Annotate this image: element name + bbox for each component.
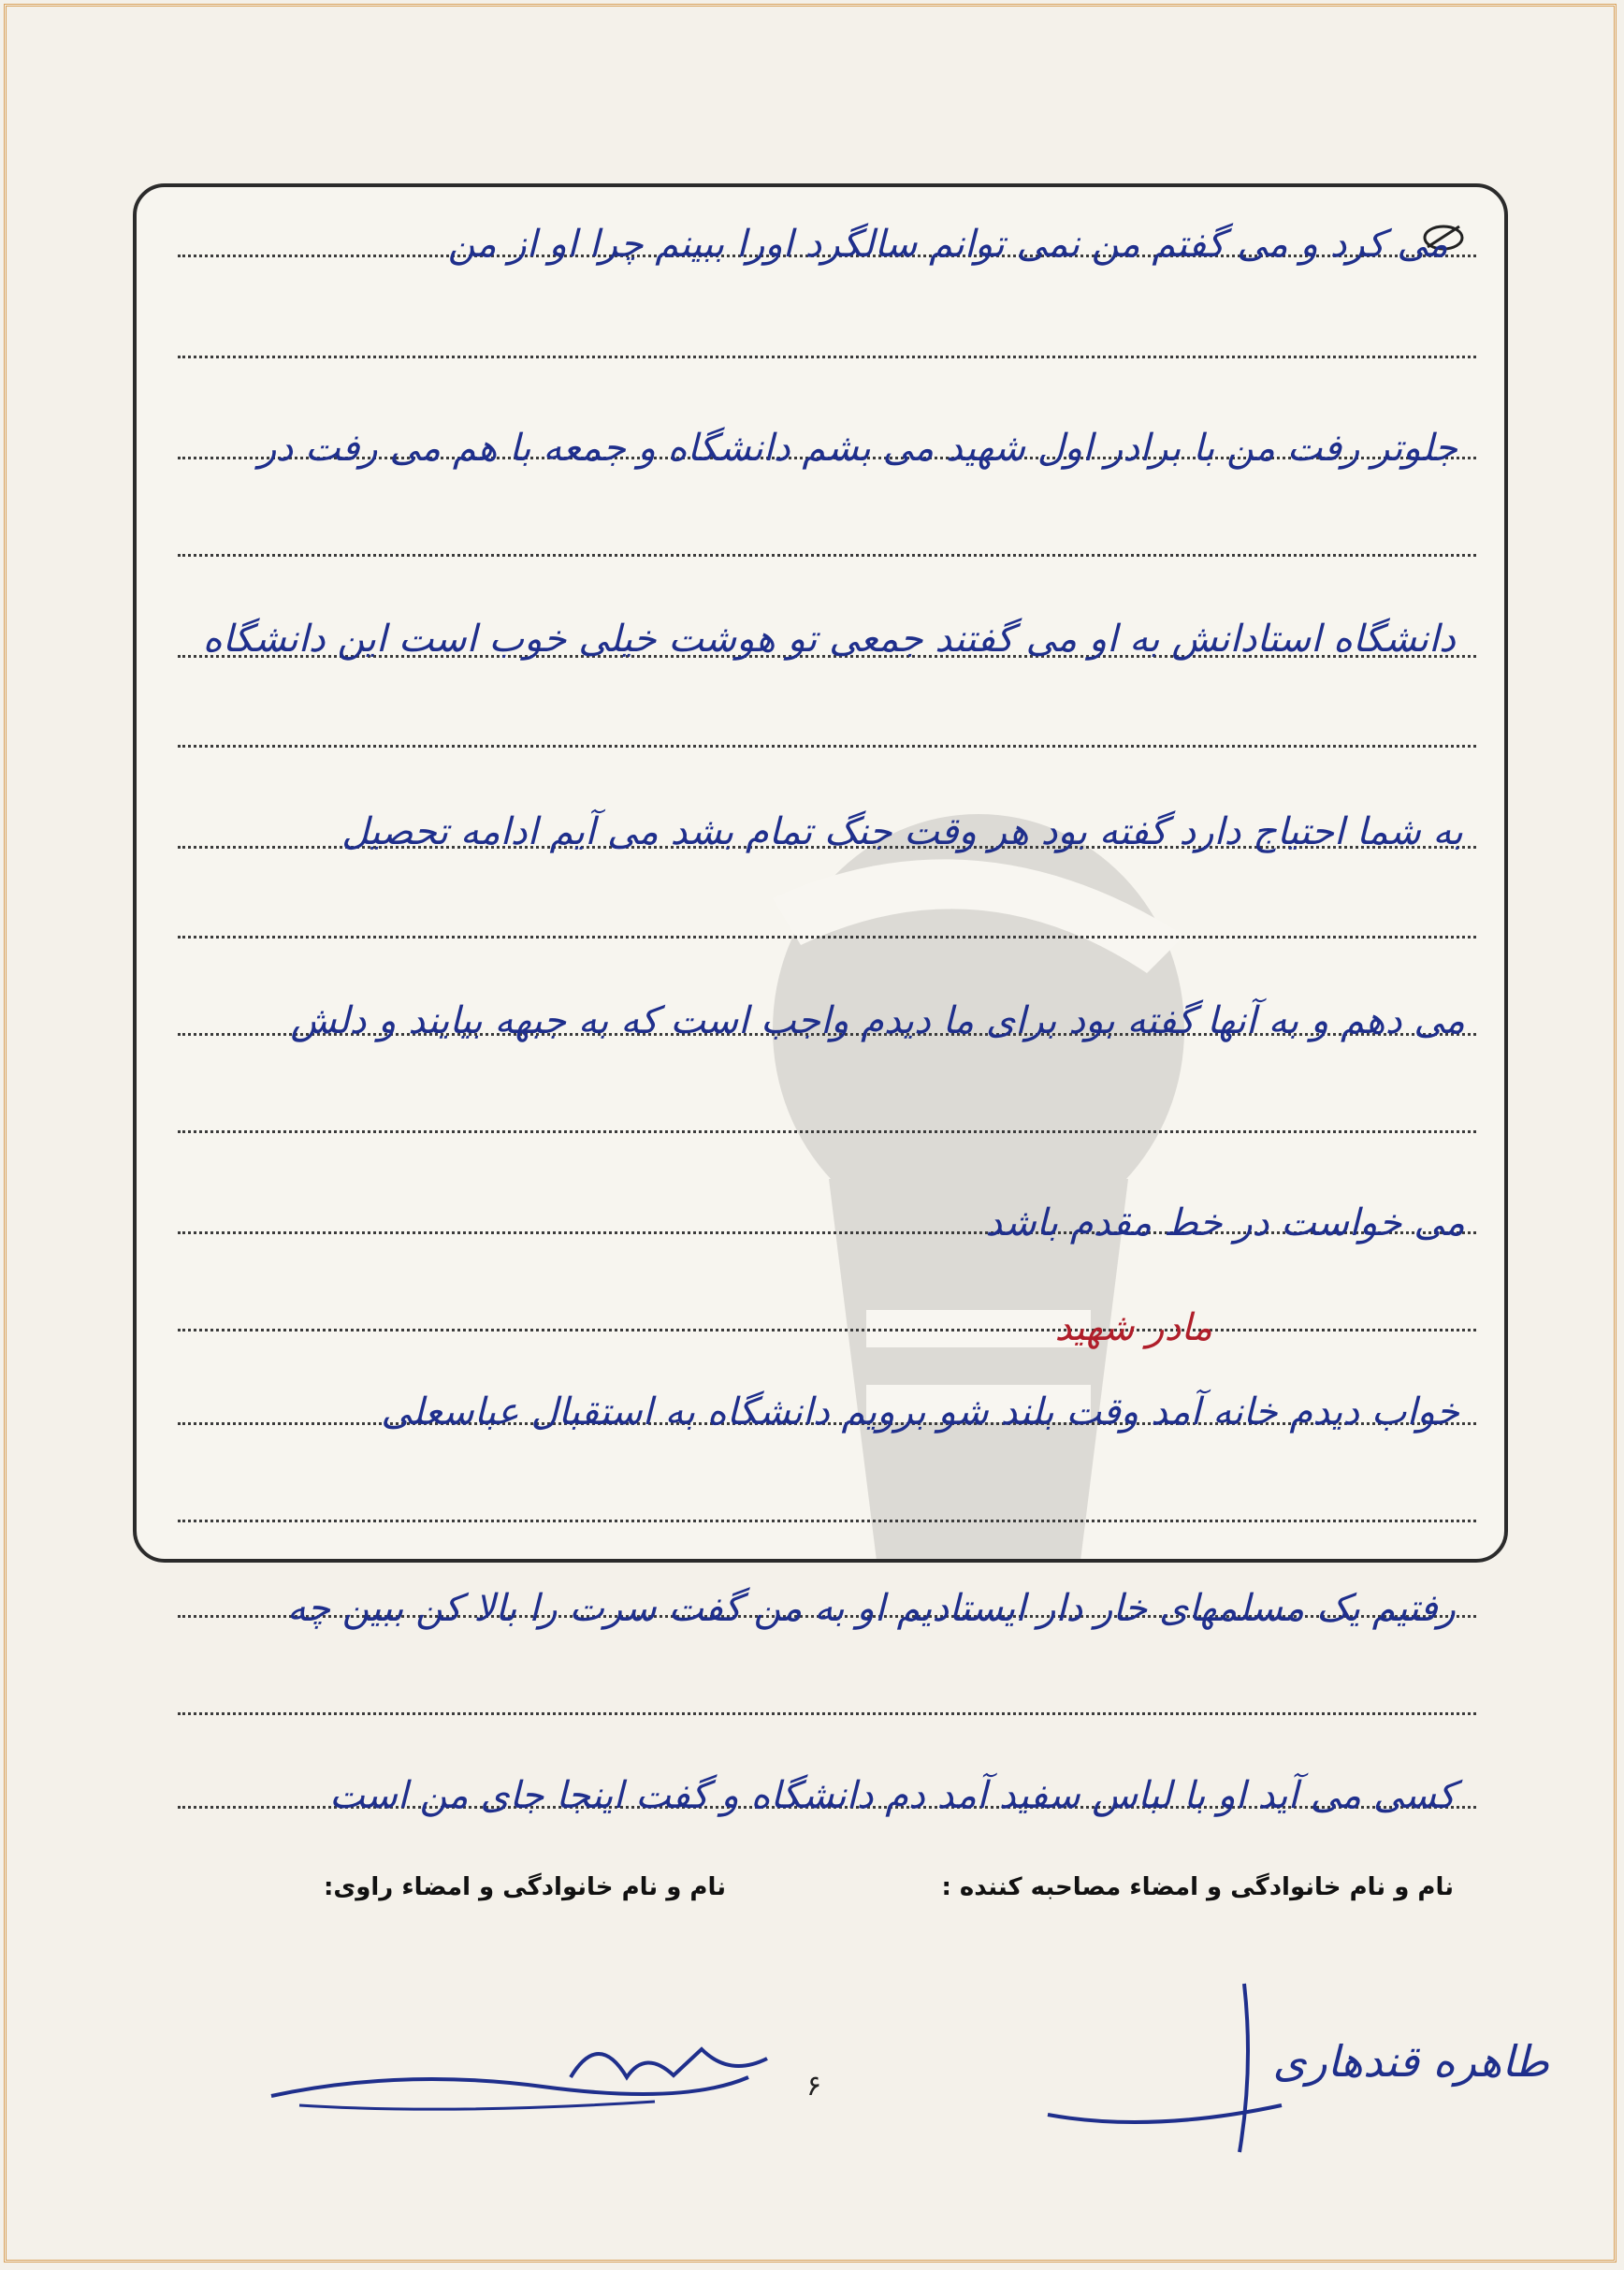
handwritten-line: کسی می آید او با لباس سفید آمد دم دانشگاه و گفت اینجا جای من است	[329, 1774, 1456, 1817]
interviewer-signature-name: طاهره قندهاری	[1272, 2036, 1549, 2087]
handwritten-line: جلوتر رفت من با برادر اول شهید می بشم دانشگاه و جمعه با هم می رفت در	[258, 427, 1457, 470]
annotation-mother-of-martyr: مادر شهید	[1054, 1306, 1212, 1349]
ruled-line	[178, 1130, 1476, 1133]
ruled-line	[178, 1712, 1476, 1715]
interviewer-label: نام و نام خانوادگی و امضاء مصاحبه کننده :	[941, 1873, 1454, 1901]
form-frame	[133, 183, 1508, 1563]
narrator-signature	[262, 2012, 823, 2124]
handwritten-line: رفتیم یک مسلمهای خار دار ایستادیم او به من گفت سرت را بالا کن ببین چه	[286, 1587, 1456, 1630]
ruled-line	[178, 745, 1476, 748]
ruled-line	[178, 554, 1476, 557]
handwritten-line: می کرد و می گفتم من نمی توانم سالگرد اورا ببینم چرا او از من	[447, 223, 1448, 266]
page-number: ۶	[806, 2070, 822, 2103]
handwritten-line: به شما احتیاج دارد گفته بود هر وقت جنگ تمام بشد می آیم ادامه تحصیل	[341, 810, 1463, 853]
ruled-line	[178, 936, 1476, 939]
handwritten-line: دانشگاه استادانش به او می گفتند جمعی تو هوشت خیلی خوب است این دانشگاه	[202, 618, 1456, 661]
narrator-label: نام و نام خانوادگی و امضاء راوی:	[324, 1873, 726, 1901]
ruled-line	[178, 356, 1476, 358]
handwritten-line: می دهم و به آنها گفته بود برای ما دیدم واجب است که به جبهه بیایند و دلش	[290, 999, 1465, 1042]
handwritten-line: خواب دیدم خانه آمد وقت بلند شو برویم دانشگاه به استقبال عباسعلی	[381, 1390, 1459, 1433]
ruled-line	[178, 1520, 1476, 1522]
watermark-emblem	[717, 786, 1240, 1563]
handwritten-line: می خواست در خط مقدم باشد	[985, 1201, 1465, 1244]
ruled-line	[178, 1329, 1476, 1331]
